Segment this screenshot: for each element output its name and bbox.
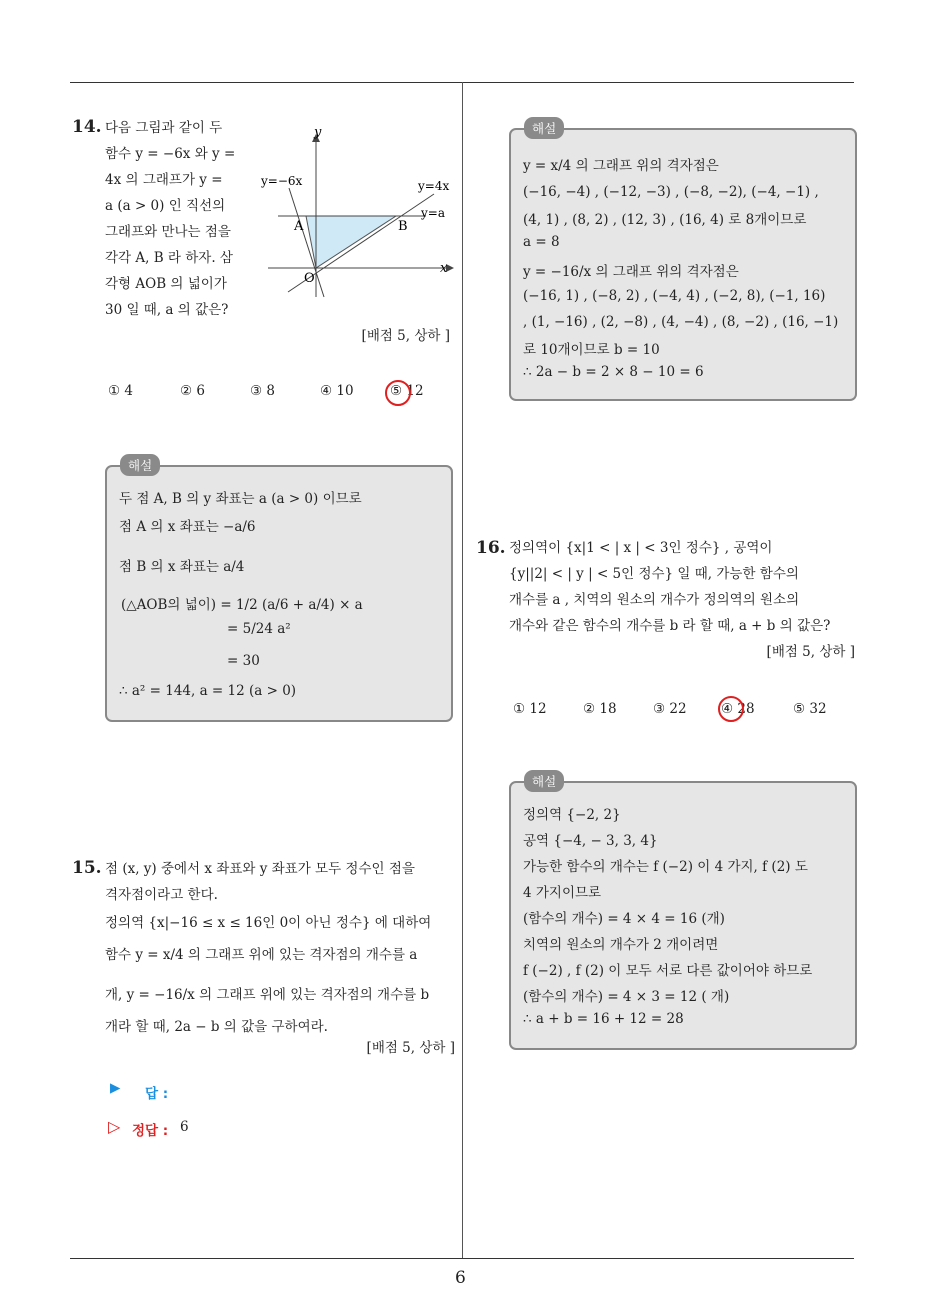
q15-points: [배점 5, 상하 ] [366, 1040, 455, 1056]
choice-4[interactable]: ④ 10 [320, 383, 354, 399]
solution-line: 공역 {−4, − 3, 3, 4} [523, 833, 658, 849]
label-point-b: B [398, 219, 408, 234]
q16-points: [배점 5, 상하 ] [766, 644, 855, 660]
q15-number: 15. [72, 858, 102, 878]
q15-line: 격자점이라고 한다. [105, 887, 218, 903]
q16-solution-box [509, 774, 857, 1050]
solution-line: y = x/4 의 그래프 위의 격자점은 [523, 158, 719, 174]
choice-3[interactable]: ③ 22 [653, 701, 687, 717]
correct-label: 정답 : [132, 1123, 169, 1139]
q14-selected-mark [385, 380, 411, 406]
solution-line: 두 점 A, B 의 y 좌표는 a (a > 0) 이므로 [119, 491, 362, 507]
solution-line: y = −16/x 의 그래프 위의 격자점은 [523, 264, 739, 280]
bottom-rule [70, 1258, 854, 1259]
q16-line: 개수와 같은 함수의 개수를 b 라 할 때, a + b 의 값은? [509, 618, 831, 634]
solution-line: 치역의 원소의 개수가 2 개이려면 [523, 937, 719, 953]
answer-label: 답 : [145, 1086, 169, 1102]
solution-line: ∴ a + b = 16 + 12 = 28 [523, 1011, 684, 1027]
solution-line: (함수의 개수) = 4 × 3 = 12 ( 개) [523, 989, 730, 1005]
solution-line: 점 B 의 x 좌표는 a/4 [119, 559, 245, 575]
triangle-aob [306, 216, 396, 268]
solution-line: (함수의 개수) = 4 × 4 = 16 (개) [523, 911, 725, 927]
q15-solution-box [509, 121, 857, 401]
solution-line: (−16, 1) , (−8, 2) , (−4, 4) , (−2, 8), (−1, 16) [523, 288, 826, 304]
label-point-a: A [294, 219, 304, 234]
q15-line: 개, y = −16/x 의 그래프 위에 있는 격자점의 개수를 b [105, 987, 430, 1003]
solution-tag: 해설 [120, 454, 160, 476]
solution-line: , (1, −16) , (2, −8) , (4, −4) , (8, −2) , (16, −1) [523, 314, 839, 330]
solution-line: (△AOB의 넓이) = 1/2 (a/6 + a/4) × a [121, 597, 363, 613]
solution-line: 점 A 의 x 좌표는 −a/6 [119, 519, 256, 535]
q16-selected-mark [718, 696, 744, 722]
choice-2[interactable]: ② 6 [180, 383, 205, 399]
label-4x: y=4x [418, 179, 450, 193]
solution-line: 가능한 함수의 개수는 f (−2) 이 4 가지, f (2) 도 [523, 859, 808, 875]
solution-line: = 30 [227, 653, 260, 669]
solution-line: 로 10개이므로 b = 10 [523, 342, 660, 358]
label-neg6x: y=−6x [261, 174, 303, 188]
q16-number: 16. [476, 538, 506, 558]
q15-text [105, 856, 457, 1040]
q16-line: {y||2| < | y | < 5인 정수} 일 때, 가능한 함수의 [509, 566, 799, 582]
choice-1[interactable]: ① 12 [513, 701, 547, 717]
q14-line: 각각 A, B 라 하자. 삼 [105, 250, 233, 266]
q14-line: 각형 AOB 의 넓이가 [105, 276, 227, 292]
q14-line: 4x 의 그래프가 y = [105, 172, 223, 188]
q15-line: 함수 y = x/4 의 그래프 위에 있는 격자점의 개수를 a [105, 947, 418, 963]
solution-tag: 해설 [524, 117, 564, 139]
q15-line: 정의역 {x|−16 ≤ x ≤ 16인 0이 아닌 정수} 에 대하여 [105, 915, 432, 931]
choice-5[interactable]: ⑤ 32 [793, 701, 827, 717]
solution-tag: 해설 [524, 770, 564, 792]
q14-number: 14. [72, 117, 102, 137]
answer-arrow-icon: ▶ [110, 1080, 121, 1096]
page-number: 6 [455, 1268, 466, 1288]
solution-line: 4 가지이므로 [523, 885, 602, 901]
solution-line: f (−2) , f (2) 이 모두 서로 다른 값이어야 하므로 [523, 963, 813, 979]
q16-line: 개수를 a , 치역의 원소의 개수가 정의역의 원소의 [509, 592, 800, 608]
choice-4[interactable]: ④ 28 [721, 701, 755, 717]
q14-solution-box [105, 458, 453, 722]
q14-line: 함수 y = −6x 와 y = [105, 146, 236, 162]
solution-line: ∴ 2a − b = 2 × 8 − 10 = 6 [523, 364, 704, 380]
solution-line: (4, 1) , (8, 2) , (12, 3) , (16, 4) 로 8개이므로 [523, 212, 807, 228]
q14-line: 그래프와 만나는 점을 [105, 224, 231, 240]
choice-5[interactable]: ⑤ 12 [390, 383, 424, 399]
solution-line: (−16, −4) , (−12, −3) , (−8, −2), (−4, −1) , [523, 184, 819, 200]
x-axis-label: x [440, 261, 448, 276]
column-divider [462, 82, 463, 1258]
q14-line: a (a > 0) 인 직선의 [105, 198, 226, 214]
solution-line: a = 8 [523, 234, 560, 250]
q14-line: 30 일 때, a 의 값은? [105, 302, 229, 318]
label-y-eq-a: y=a [421, 206, 445, 220]
q14-points: [배점 5, 상하 ] [361, 328, 450, 344]
solution-line: 정의역 {−2, 2} [523, 807, 621, 823]
solution-line: = 5/24 a² [227, 621, 291, 637]
q14-line: 다음 그림과 같이 두 [105, 120, 223, 136]
correct-arrow-icon: ▷ [108, 1117, 121, 1136]
correct-value: 6 [180, 1119, 189, 1135]
q16-choices [513, 701, 843, 717]
choice-3[interactable]: ③ 8 [250, 383, 275, 399]
q16-text [509, 535, 859, 639]
q15-line: 점 (x, y) 중에서 x 좌표와 y 좌표가 모두 정수인 점을 [105, 861, 415, 877]
y-axis-label: y [314, 125, 322, 140]
q14-graph [258, 122, 458, 302]
choice-2[interactable]: ② 18 [583, 701, 617, 717]
q15-line: 개라 할 때, 2a − b 의 값을 구하여라. [105, 1019, 328, 1035]
q14-text [105, 115, 250, 323]
label-origin: O [304, 271, 315, 286]
q16-line: 정의역이 {x|1 < | x | < 3인 정수} , 공역이 [509, 540, 773, 556]
solution-line: ∴ a² = 144, a = 12 (a > 0) [119, 683, 297, 699]
choice-1[interactable]: ① 4 [108, 383, 133, 399]
